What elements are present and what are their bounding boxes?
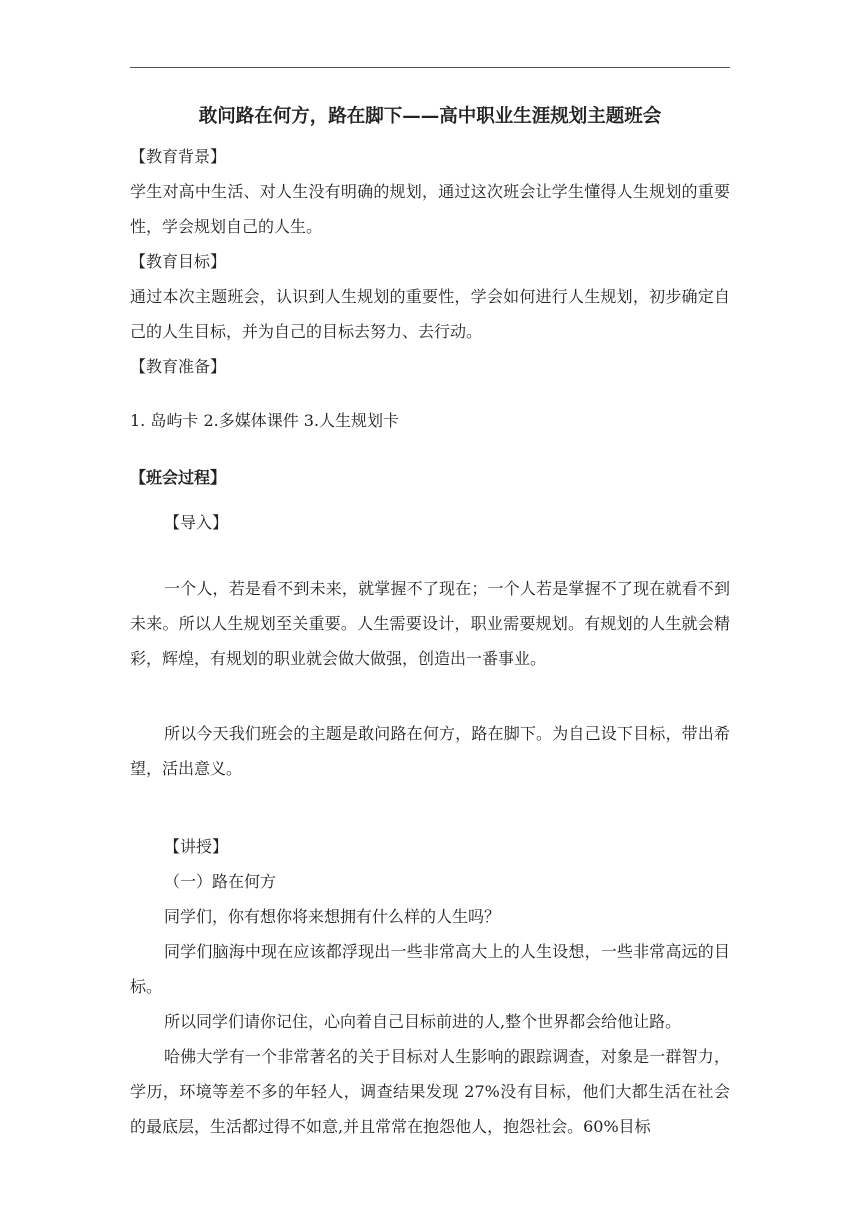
document-title: 敢问路在何方，路在脚下——高中职业生涯规划主题班会: [198, 106, 662, 127]
paragraph-dreams: 同学们脑海中现在应该都浮现出一些非常高大上的人生设想，一些非常高远的目标。: [130, 942, 730, 996]
paragraph-background: 学生对高中生活、对人生没有明确的规划，通过这次班会让学生懂得人生规划的重要性，学会规划自己的人生。: [130, 182, 730, 236]
subsection-heading-intro: 【导入】: [164, 513, 229, 532]
header-divider: [130, 67, 730, 68]
section-heading-process: 【班会过程】: [130, 468, 227, 487]
paragraph-goal: 通过本次主题班会，认识到人生规划的重要性，学会如何进行人生规划，初步确定自己的人生目标，并为自己的目标去努力、去行动。: [130, 287, 730, 341]
paragraph-remember: 所以同学们请你记住，心向着自己目标前进的人,整个世界都会给他让路。: [164, 1012, 682, 1031]
subsection-heading-where: （一）路在何方: [164, 872, 277, 891]
section-heading-goal: 【教育目标】: [130, 252, 227, 271]
subsection-heading-lecture: 【讲授】: [164, 837, 229, 856]
section-heading-background: 【教育背景】: [130, 147, 227, 166]
preparation-list: 1. 岛屿卡 2.多媒体课件 3.人生规划卡: [130, 411, 400, 430]
document-body: [130, 95, 730, 1144]
paragraph-question: 同学们，你有想你将来想拥有什么样的人生吗？: [164, 907, 501, 926]
section-heading-preparation: 【教育准备】: [130, 357, 227, 376]
paragraph-harvard: 哈佛大学有一个非常著名的关于目标对人生影响的跟踪调查，对象是一群智力，学历，环境等差不多的年轻人，调查结果发现 27%没有目标，他们大都生活在社会的最底层，生活都过得不如意,并且常常在抱怨他人，抱怨社会。60%目标: [130, 1047, 730, 1136]
paragraph-intro-1: 一个人，若是看不到未来，就掌握不了现在；一个人若是掌握不了现在就看不到未来。所以人生规划至关重要。人生需要设计，职业需要规划。有规划的人生就会精彩，辉煌，有规划的职业就会做大做强，创造出一番事业。: [130, 579, 730, 668]
paragraph-intro-2: 所以今天我们班会的主题是敢问路在何方，路在脚下。为自己设下目标，带出希望，活出意义。: [130, 724, 730, 778]
